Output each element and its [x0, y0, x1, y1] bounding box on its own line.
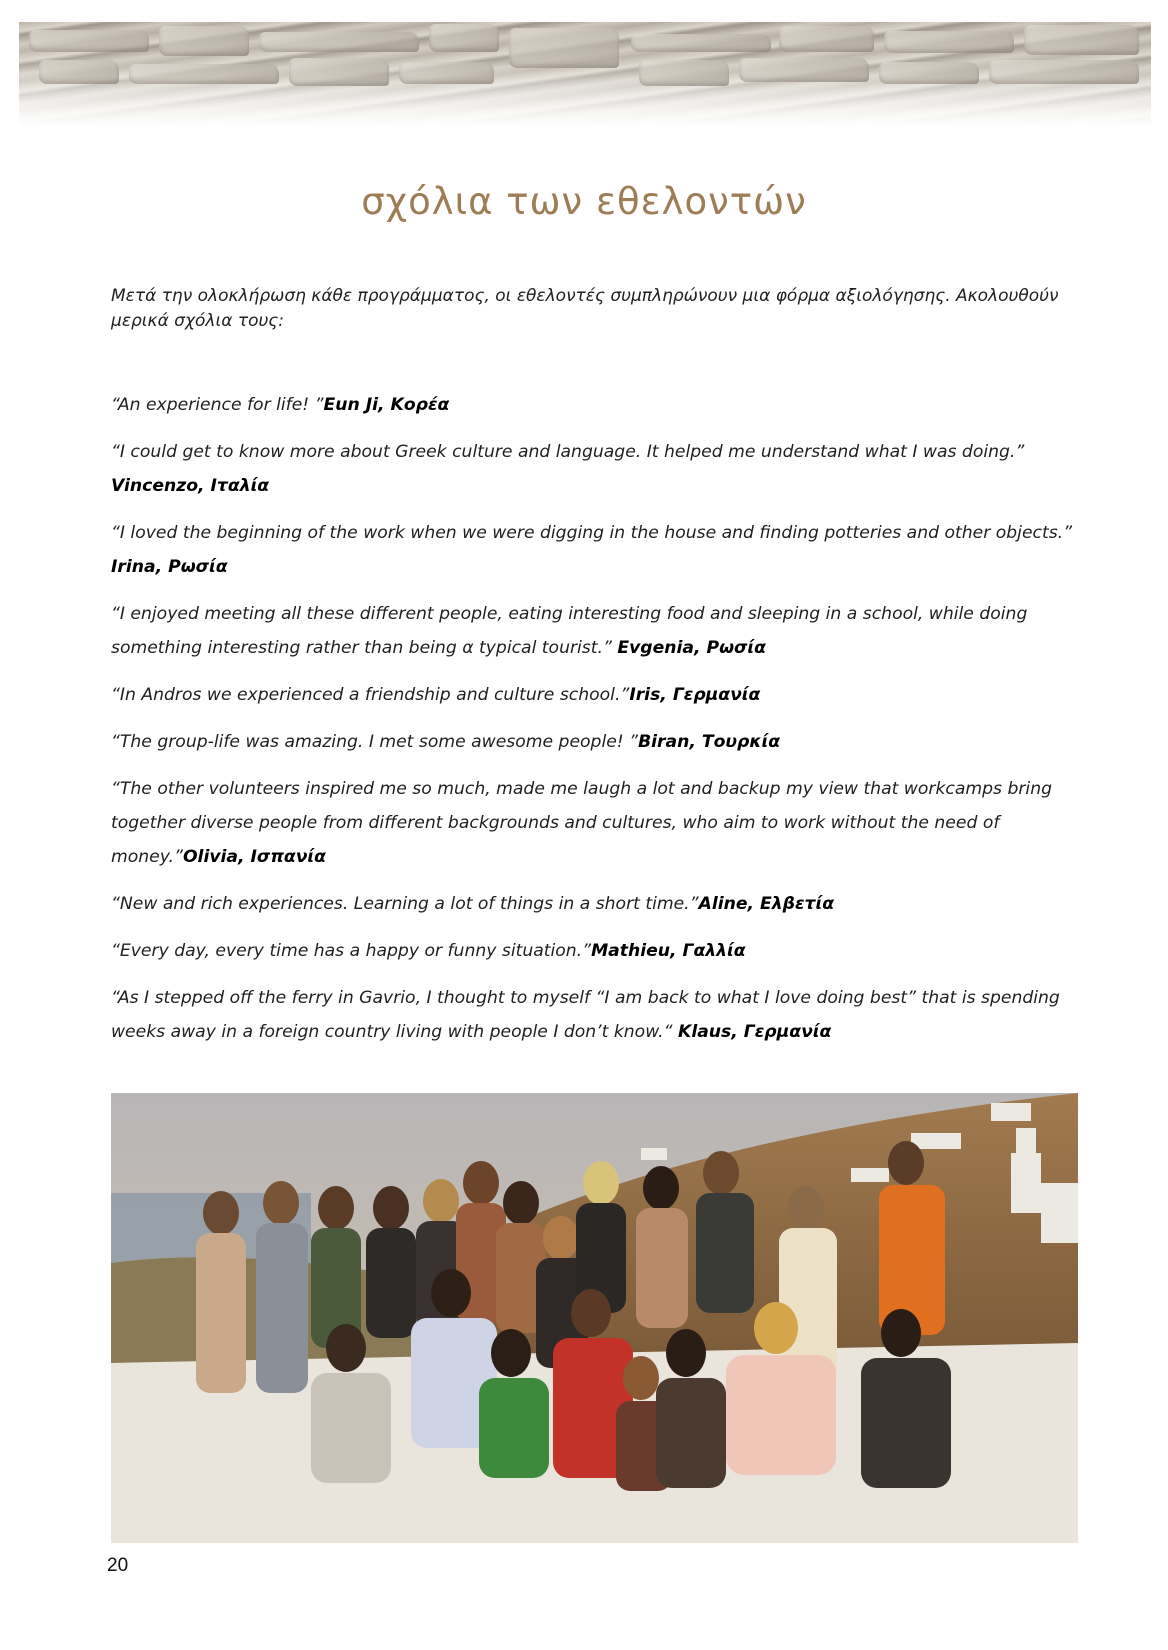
- intro-paragraph: Μετά την ολοκλήρωση κάθε προγράμματος, οι εθελοντές συμπληρώνουν μια φόρμα αξιολόγησης. Ακολουθούν μερικά σχόλια τους:: [111, 286, 1059, 331]
- quote-text: “In Andros we experienced a friendship and culture school.”: [111, 685, 630, 705]
- quote-text: “The other volunteers inspired me so much, made me laugh a lot and backup my view that workcamps bring together diverse people from different backgrounds and cultures, who aim to work without the need of money.”: [111, 779, 1053, 867]
- quote-author: Irina, Ρωσία: [111, 557, 228, 577]
- group-photo: [111, 1093, 1078, 1543]
- quote-author: Evgenia, Ρωσία: [617, 638, 766, 658]
- quote-text: “I enjoyed meeting all these different people, eating interesting food and sleeping in a school, while doing something interesting rather than being α typical tourist.”: [111, 604, 1028, 658]
- quote-text: “The group-life was amazing. I met some awesome people! ”: [111, 732, 639, 752]
- quote-text: “I could get to know more about Greek culture and language. It helped me understand what I was doing.”: [111, 442, 1025, 462]
- quote-author: Biran, Τουρκία: [638, 732, 781, 752]
- quote-item: [111, 597, 1086, 665]
- quote-author: Aline, Ελβετία: [698, 894, 834, 914]
- quote-item: [111, 725, 1086, 759]
- stone-wall-texture: [19, 22, 1151, 127]
- quote-author: Olivia, Ισπανία: [182, 847, 326, 867]
- quote-item: [111, 934, 1086, 968]
- quote-item: [111, 388, 1086, 422]
- quote-author: Iris, Γερμανία: [629, 685, 761, 705]
- volunteer-quotes-list: [111, 388, 1086, 1062]
- quote-item: [111, 772, 1086, 874]
- quote-author: Eun Ji, Κορέα: [323, 395, 450, 415]
- quote-item: [111, 887, 1086, 921]
- quote-text: “Every day, every time has a happy or funny situation.”: [111, 941, 592, 961]
- quote-text: “I loved the beginning of the work when we were digging in the house and finding potteries and other objects.”: [111, 523, 1073, 543]
- quote-author: Vincenzo, Ιταλία: [111, 476, 270, 496]
- quote-text: “As I stepped off the ferry in Gavrio, I thought to myself “I am back to what I love doing best” that is spending weeks away in a foreign country living with people I don’t know.“: [111, 988, 1060, 1042]
- quote-text: “An experience for life! ”: [111, 395, 324, 415]
- quote-text: “New and rich experiences. Learning a lot of things in a short time.”: [111, 894, 699, 914]
- quote-author: Klaus, Γερμανία: [678, 1022, 832, 1042]
- quote-item: [111, 435, 1086, 503]
- quote-item: [111, 981, 1086, 1049]
- quote-author: Mathieu, Γαλλία: [591, 941, 746, 961]
- page-title: σχόλια των εθελοντών: [361, 180, 807, 223]
- stone-wall-banner: [19, 22, 1151, 127]
- quote-item: [111, 516, 1086, 584]
- quote-item: [111, 678, 1086, 712]
- page-number: 20: [107, 1555, 129, 1576]
